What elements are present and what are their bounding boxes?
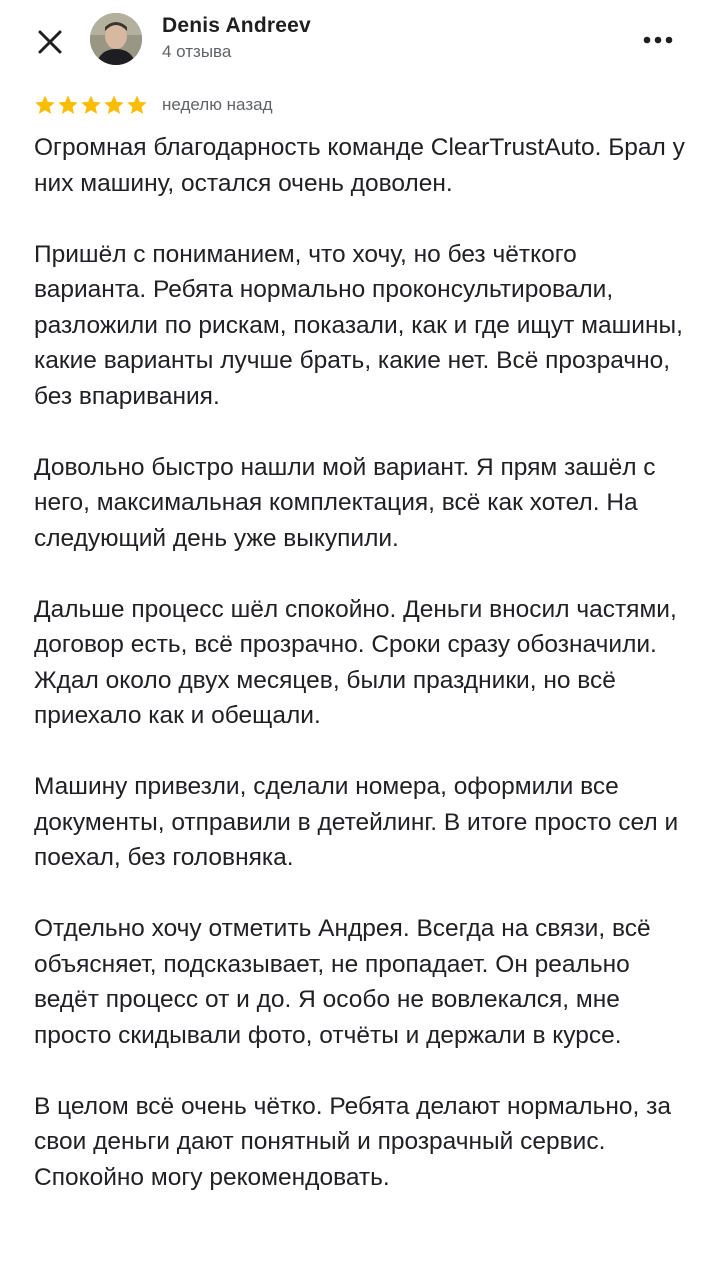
star-icon (34, 94, 56, 116)
more-options-button[interactable] (636, 22, 680, 58)
close-icon (37, 29, 63, 55)
review-text (34, 130, 694, 1195)
review-paragraph: Дальше процесс шёл спокойно. Деньги вносил частями, договор есть, всё прозрачно. Сроки сразу обозначили. Ждал около двух месяцев, были праздники, но всё приехало как и обещали. (34, 595, 677, 729)
review-date: неделю назад (162, 95, 273, 114)
review-paragraph: Машину привезли, сделали номера, оформили все документы, отправили в детейлинг. В итоге просто сел и поехал, без головняка. (34, 773, 679, 871)
star-icon (126, 94, 148, 116)
review-paragraph: Довольно быстро нашли мой вариант. Я прям зашёл с него, максимальная комплектация, всё как хотел. На следующий день уже выкупили. (34, 453, 656, 552)
review-header (0, 0, 709, 80)
star-rating (34, 94, 148, 116)
review-paragraph: Огромная благодарность команде ClearTrustAuto. Брал у них машину, остался очень доволен. (34, 134, 685, 197)
star-icon (80, 94, 102, 116)
author-name[interactable]: Denis Andreev (162, 14, 311, 37)
review-count[interactable]: 4 отзыва (162, 42, 232, 61)
more-horizontal-icon (643, 36, 673, 44)
star-icon (103, 94, 125, 116)
review-paragraph: Отдельно хочу отметить Андрея. Всегда на связи, всё объясняет, подсказывает, не пропадает. Он реально ведёт процесс от и до. Я особо не вовлекался, мне просто скидывали фото, отчёты и держали в курсе. (34, 915, 651, 1049)
close-button[interactable] (30, 22, 70, 62)
rating-row (34, 92, 273, 118)
review-paragraph: Пришёл с пониманием, что хочу, но без чёткого варианта. Ребята нормально проконсультировали, разложили по рискам, показали, как и где ищут машины, какие варианты лучше брать, какие нет. Всё прозрачно, без впаривания. (34, 240, 683, 410)
review-paragraph: В целом всё очень чётко. Ребята делают нормально, за свои деньги дают понятный и прозрачный сервис. Спокойно могу рекомендовать. (34, 1092, 671, 1191)
avatar[interactable] (90, 13, 142, 65)
star-icon (57, 94, 79, 116)
